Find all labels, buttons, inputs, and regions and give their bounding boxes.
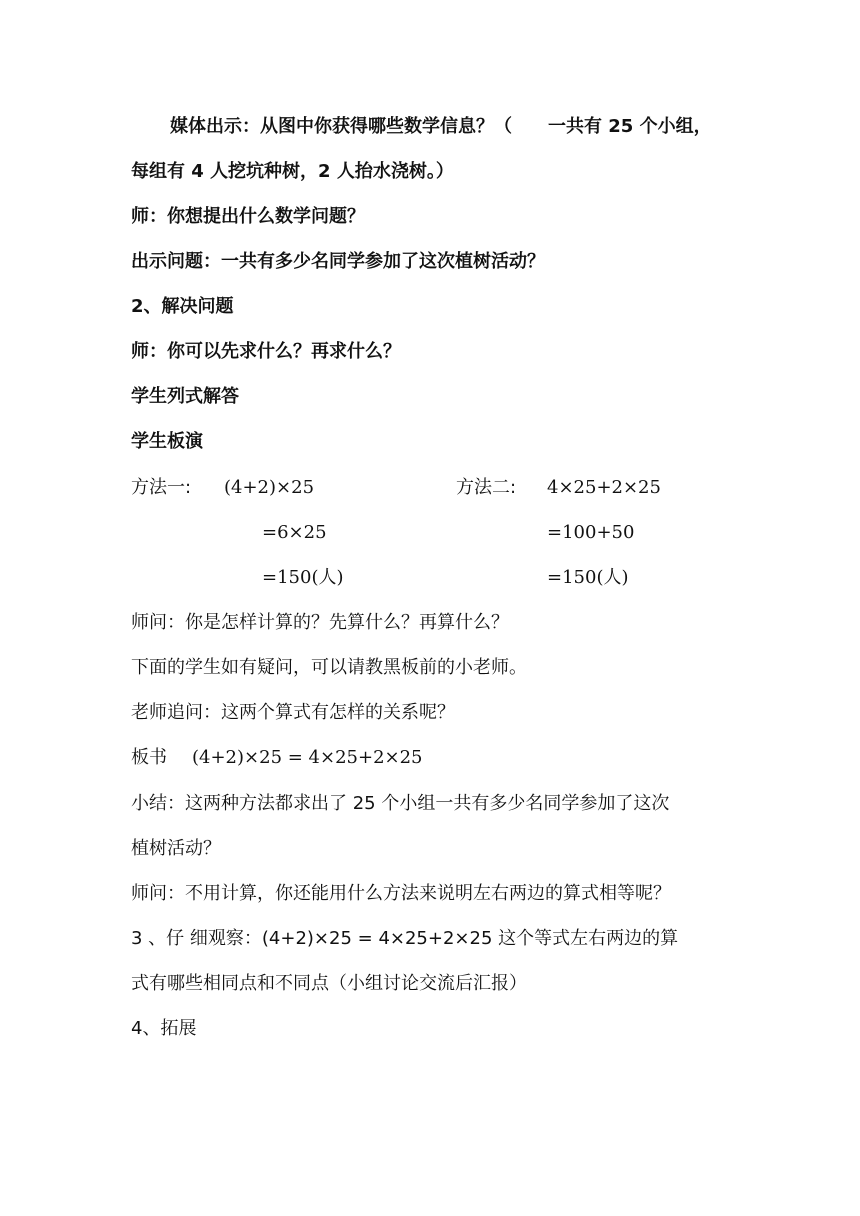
board-writing-formula: (4+2)×25 = 4×25+2×25 [192,747,423,768]
student-board-line: 学生板演 [131,431,203,452]
teacher-followup-line: 老师追问：这两个算式有怎样的关系呢？ [131,702,455,723]
method-one-step-2: =6×25 [262,522,327,543]
section-heading-extension: 4、拓展 [131,1018,197,1039]
observe-line-2: 式有哪些相同点和不同点（小组讨论交流后汇报） [131,973,527,994]
student-doubt-line: 下面的学生如有疑问，可以请教黑板前的小老师。 [131,657,527,678]
student-solution-line: 学生列式解答 [131,386,239,407]
teacher-ask-equality-line: 师问：不用计算，你还能用什么方法来说明左右两边的算式相等呢？ [131,883,671,904]
method-two-step-3: =150(人) [547,567,629,588]
paragraph-media-display: 媒体出示：从图中你获得哪些数学信息？（ 一共有 25 个小组， [170,116,712,137]
board-writing-label: 板书 [131,747,167,768]
summary-line-2: 植树活动？ [131,838,221,859]
section-heading-solve: 2、解决问题 [131,296,234,317]
problem-statement-line: 出示问题：一共有多少名同学参加了这次植树活动？ [131,251,545,272]
paragraph-group-info: 每组有 4 人挖坑种树，2 人抬水浇树。） [131,161,454,182]
method-one-step-1: (4+2)×25 [224,477,315,498]
teacher-prompt-line: 师：你可以先求什么？再求什么？ [131,341,401,362]
observe-line-1: 3 、仔 细观察：(4+2)×25 = 4×25+2×25 这个等式左右两边的算 [131,928,679,949]
method-two-label: 方法二: [456,477,517,498]
teacher-ask-line: 师问：你是怎样计算的？先算什么？再算什么？ [131,612,509,633]
teacher-question-line: 师：你想提出什么数学问题？ [131,206,365,227]
method-two-step-1: 4×25+2×25 [547,477,661,498]
method-one-label: 方法一: [131,477,192,498]
method-two-step-2: =100+50 [547,522,635,543]
summary-line-1: 小结：这两种方法都求出了 25 个小组一共有多少名同学参加了这次 [131,793,670,814]
method-one-step-3: =150(人) [262,567,344,588]
